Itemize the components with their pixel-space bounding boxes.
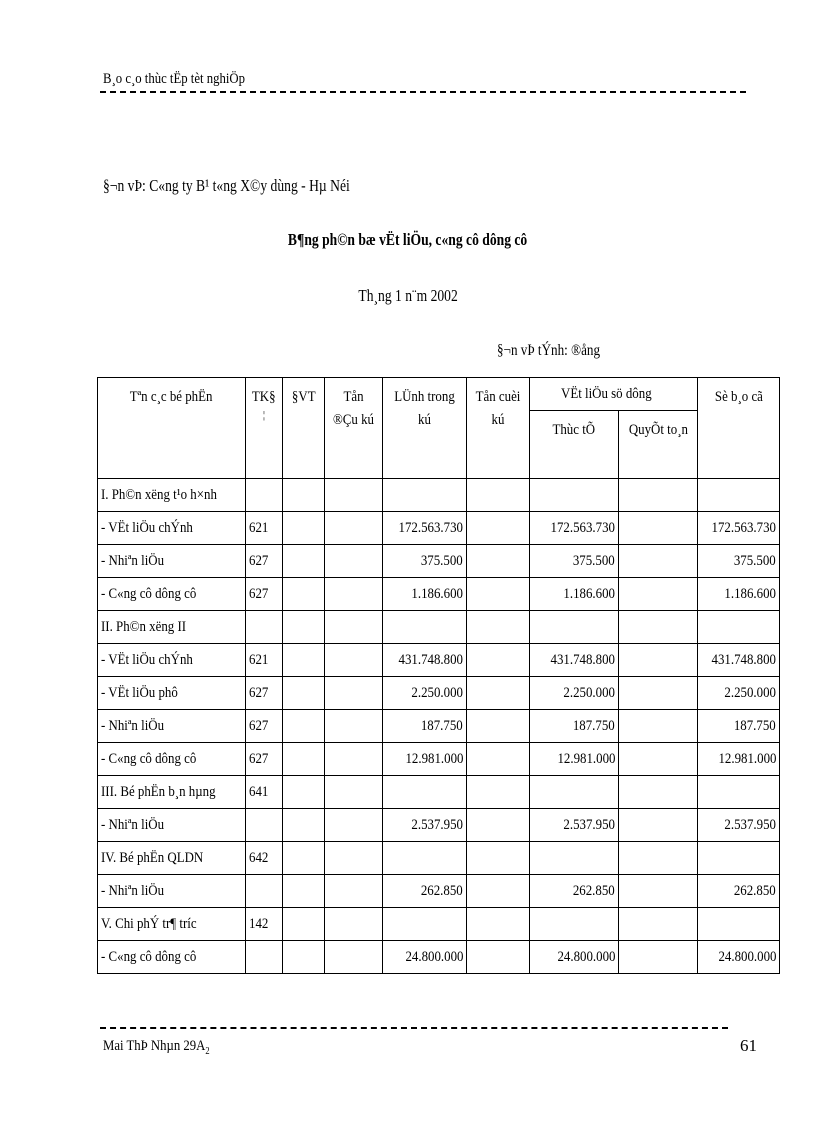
cell-actual: 1.186.600	[530, 578, 619, 611]
cell-books	[698, 908, 780, 941]
cell-tk: 627	[246, 710, 283, 743]
cell-settled	[619, 842, 698, 875]
table-row	[98, 578, 780, 611]
cell-books: 187.750	[698, 710, 780, 743]
cell-opening	[325, 710, 383, 743]
cell-actual: 375.500	[530, 545, 619, 578]
cell-dept: - C«ng cô dông cô	[98, 941, 246, 974]
cell-dept: II. Ph©n xëng II	[98, 611, 246, 644]
cell-settled	[619, 908, 698, 941]
cell-books: 2.537.950	[698, 809, 780, 842]
cell-actual	[530, 479, 619, 512]
cell-opening	[325, 743, 383, 776]
cell-opening	[325, 677, 383, 710]
header-tk-mark: ¦	[262, 409, 266, 421]
cell-settled	[619, 611, 698, 644]
cell-closing	[467, 875, 530, 908]
cell-dvt	[283, 677, 325, 710]
table-row	[98, 479, 780, 512]
cell-opening	[325, 545, 383, 578]
cell-dept: I. Ph©n xëng t¹o h×nh	[98, 479, 246, 512]
cell-dept: - Nhiªn liÖu	[98, 809, 246, 842]
cell-tk: 621	[246, 512, 283, 545]
footer-divider	[100, 1027, 728, 1029]
cell-actual	[530, 908, 619, 941]
cell-dvt	[283, 875, 325, 908]
cell-books	[698, 479, 780, 512]
cell-settled	[619, 710, 698, 743]
cell-actual: 172.563.730	[530, 512, 619, 545]
cell-settled	[619, 743, 698, 776]
cell-actual: 431.748.800	[530, 644, 619, 677]
cell-received: 2.250.000	[383, 677, 467, 710]
cell-closing	[467, 710, 530, 743]
cell-received: 24.800.000	[383, 941, 467, 974]
cell-settled	[619, 644, 698, 677]
cell-closing	[467, 479, 530, 512]
cell-books: 12.981.000	[698, 743, 780, 776]
cell-tk	[246, 479, 283, 512]
cell-actual	[530, 611, 619, 644]
cell-dept: V. Chi phÝ tr¶ tríc	[98, 908, 246, 941]
cell-settled	[619, 875, 698, 908]
cell-tk	[246, 809, 283, 842]
header-books: Sè b¸o cã	[698, 378, 780, 479]
table-row	[98, 875, 780, 908]
cell-settled	[619, 545, 698, 578]
table-title	[0, 230, 816, 250]
cell-settled	[619, 809, 698, 842]
cell-dvt	[283, 776, 325, 809]
header-dvt: §VT	[283, 378, 325, 479]
table-row	[98, 710, 780, 743]
allocation-table	[97, 377, 780, 974]
cell-dept: - Nhiªn liÖu	[98, 875, 246, 908]
header-tk: TK§ ¦	[246, 378, 283, 479]
cell-tk: 627	[246, 677, 283, 710]
cell-books: 2.250.000	[698, 677, 780, 710]
cell-closing	[467, 776, 530, 809]
cell-closing	[467, 743, 530, 776]
cell-dvt	[283, 479, 325, 512]
cell-dept: - VËt liÖu phô	[98, 677, 246, 710]
cell-received	[383, 842, 467, 875]
footer-author	[103, 1038, 210, 1057]
header-used-actual: Thùc tÕ	[530, 411, 619, 479]
table-row	[98, 842, 780, 875]
cell-closing	[467, 611, 530, 644]
cell-closing	[467, 677, 530, 710]
cell-received: 172.563.730	[383, 512, 467, 545]
cell-tk	[246, 611, 283, 644]
header-opening: Tån ®Çu kú	[325, 378, 383, 479]
cell-actual: 262.850	[530, 875, 619, 908]
report-period-text: Th¸ng 1 n¨m 2002	[358, 286, 458, 305]
cell-dept: - C«ng cô dông cô	[98, 578, 246, 611]
cell-tk: 627	[246, 743, 283, 776]
table-row	[98, 908, 780, 941]
table-row	[98, 644, 780, 677]
cell-closing	[467, 941, 530, 974]
cell-actual: 24.800.000	[530, 941, 619, 974]
cell-received: 2.537.950	[383, 809, 467, 842]
cell-settled	[619, 479, 698, 512]
footer-author-name: Mai ThÞ Nhµn 29A	[103, 1038, 206, 1054]
cell-actual: 2.250.000	[530, 677, 619, 710]
cell-received: 1.186.600	[383, 578, 467, 611]
cell-dvt	[283, 644, 325, 677]
cell-opening	[325, 644, 383, 677]
header-divider	[100, 91, 746, 93]
cell-opening	[325, 578, 383, 611]
cell-dept: - Nhiªn liÖu	[98, 710, 246, 743]
cell-closing	[467, 578, 530, 611]
cell-dept: - VËt liÖu chÝnh	[98, 512, 246, 545]
cell-closing	[467, 644, 530, 677]
cell-tk: 627	[246, 545, 283, 578]
cell-settled	[619, 776, 698, 809]
cell-dept: - VËt liÖu chÝnh	[98, 644, 246, 677]
cell-received: 187.750	[383, 710, 467, 743]
cell-dvt	[283, 611, 325, 644]
cell-tk: 621	[246, 644, 283, 677]
cell-actual: 187.750	[530, 710, 619, 743]
cell-books: 262.850	[698, 875, 780, 908]
cell-dvt	[283, 908, 325, 941]
header-closing: Tån cuèi kú	[467, 378, 530, 479]
cell-dvt	[283, 578, 325, 611]
cell-dept: - Nhiªn liÖu	[98, 545, 246, 578]
cell-closing	[467, 512, 530, 545]
cell-dvt	[283, 545, 325, 578]
cell-closing	[467, 545, 530, 578]
cell-tk	[246, 941, 283, 974]
cell-opening	[325, 512, 383, 545]
cell-tk	[246, 875, 283, 908]
header-used-settled: QuyÕt to¸n	[619, 411, 698, 479]
currency-unit: §¬n vÞ tÝnh: ®ång	[497, 342, 601, 359]
cell-dept: III. Bé phËn b¸n hµng	[98, 776, 246, 809]
cell-opening	[325, 479, 383, 512]
cell-actual	[530, 776, 619, 809]
table-row	[98, 776, 780, 809]
table-row	[98, 677, 780, 710]
cell-dvt	[283, 512, 325, 545]
cell-opening	[325, 776, 383, 809]
table-row	[98, 941, 780, 974]
cell-dvt	[283, 941, 325, 974]
report-period	[0, 286, 816, 306]
cell-settled	[619, 578, 698, 611]
table-row	[98, 611, 780, 644]
cell-settled	[619, 677, 698, 710]
cell-dvt	[283, 809, 325, 842]
cell-received: 12.981.000	[383, 743, 467, 776]
cell-closing	[467, 908, 530, 941]
cell-opening	[325, 611, 383, 644]
company-unit-line: §¬n vÞ: C«ng ty B¹ t«ng X©y dùng - Hµ Néi	[103, 176, 350, 195]
cell-tk: 641	[246, 776, 283, 809]
cell-dept: - C«ng cô dông cô	[98, 743, 246, 776]
cell-books	[698, 611, 780, 644]
cell-books	[698, 842, 780, 875]
cell-received: 262.850	[383, 875, 467, 908]
cell-actual	[530, 842, 619, 875]
page-number: 61	[740, 1036, 757, 1055]
cell-books: 24.800.000	[698, 941, 780, 974]
cell-books: 1.186.600	[698, 578, 780, 611]
header-received: LÜnh trong kú	[383, 378, 467, 479]
header-dept: Tªn c¸c bé phËn	[98, 378, 246, 479]
report-header-title: B¸o c¸o thùc tËp tèt nghiÖp	[103, 71, 246, 87]
table-row	[98, 809, 780, 842]
cell-received	[383, 776, 467, 809]
cell-opening	[325, 875, 383, 908]
cell-books: 375.500	[698, 545, 780, 578]
cell-tk: 627	[246, 578, 283, 611]
header-used-group: VËt liÖu sö dông	[530, 378, 698, 411]
table-row	[98, 512, 780, 545]
cell-received	[383, 479, 467, 512]
cell-opening	[325, 941, 383, 974]
cell-closing	[467, 809, 530, 842]
table-body	[98, 479, 780, 974]
cell-tk: 642	[246, 842, 283, 875]
cell-settled	[619, 512, 698, 545]
cell-dvt	[283, 710, 325, 743]
table-row	[98, 545, 780, 578]
cell-dvt	[283, 842, 325, 875]
cell-tk: 142	[246, 908, 283, 941]
cell-dept: IV. Bé phËn QLDN	[98, 842, 246, 875]
footer-author-sub: 2	[205, 1046, 210, 1057]
cell-actual: 2.537.950	[530, 809, 619, 842]
cell-books: 431.748.800	[698, 644, 780, 677]
table-title-text: B¶ng ph©n bæ vËt liÖu, c«ng cô dông cô	[288, 230, 528, 249]
cell-closing	[467, 842, 530, 875]
cell-dvt	[283, 743, 325, 776]
cell-books	[698, 776, 780, 809]
table-row	[98, 743, 780, 776]
cell-opening	[325, 809, 383, 842]
cell-settled	[619, 941, 698, 974]
cell-received	[383, 611, 467, 644]
cell-books: 172.563.730	[698, 512, 780, 545]
cell-received: 431.748.800	[383, 644, 467, 677]
table-header	[98, 378, 780, 479]
cell-received	[383, 908, 467, 941]
cell-actual: 12.981.000	[530, 743, 619, 776]
cell-received: 375.500	[383, 545, 467, 578]
cell-opening	[325, 908, 383, 941]
cell-opening	[325, 842, 383, 875]
